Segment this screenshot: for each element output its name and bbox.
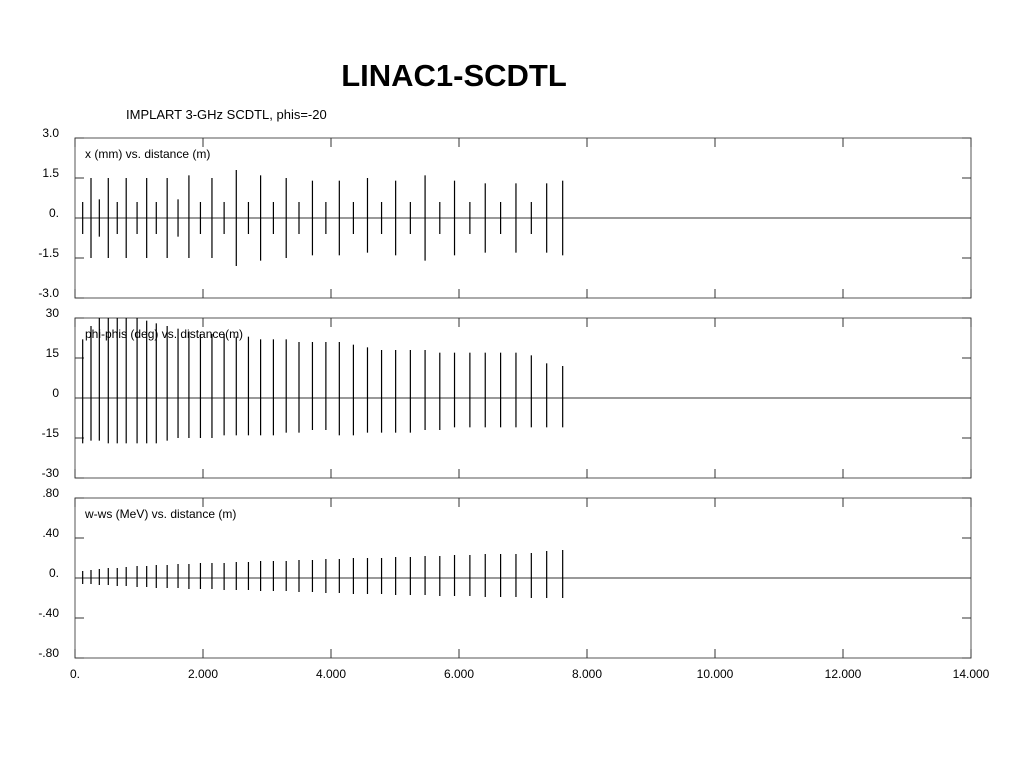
y-tick-label: 1.5 — [42, 166, 59, 180]
panel-2 — [42, 306, 971, 480]
panel-1 — [38, 126, 971, 300]
y-tick-label: -30 — [41, 466, 59, 480]
y-tick-label: -3.0 — [38, 286, 59, 300]
x-tick-label: 0. — [69, 667, 81, 681]
y-tick-label: 30 — [45, 306, 59, 320]
x-tick-label: 4.000 — [315, 667, 347, 681]
y-tick-label: 0 — [52, 386, 59, 400]
x-tick-label: 14.000 — [952, 667, 990, 681]
panel-title: phi-phis (deg) vs. distance(m) — [85, 327, 244, 341]
panel-title: x (mm) vs. distance (m) — [85, 147, 211, 161]
y-tick-label: 0. — [48, 566, 59, 580]
y-tick-label: .40 — [42, 526, 59, 540]
panel-3 — [38, 486, 971, 660]
slide-title: LINAC1-SCDTL — [341, 58, 567, 93]
y-tick-label: 0. — [48, 206, 59, 220]
x-tick-label: 12.000 — [824, 667, 862, 681]
y-tick-label: .80 — [42, 486, 59, 500]
y-tick-label: -1.5 — [38, 246, 59, 260]
y-tick-label: -15 — [41, 426, 59, 440]
plot-title: IMPLART 3-GHz SCDTL, phis=-20 — [126, 107, 327, 122]
x-tick-label: 10.000 — [696, 667, 734, 681]
panel-title: w-ws (MeV) vs. distance (m) — [85, 507, 237, 521]
y-tick-label: -.40 — [38, 606, 59, 620]
y-tick-label: 15 — [45, 346, 59, 360]
x-tick-label: 6.000 — [443, 667, 475, 681]
x-tick-label: 2.000 — [187, 667, 219, 681]
y-tick-label: -.80 — [38, 646, 59, 660]
y-tick-label: 3.0 — [42, 126, 59, 140]
x-tick-label: 8.000 — [571, 667, 603, 681]
